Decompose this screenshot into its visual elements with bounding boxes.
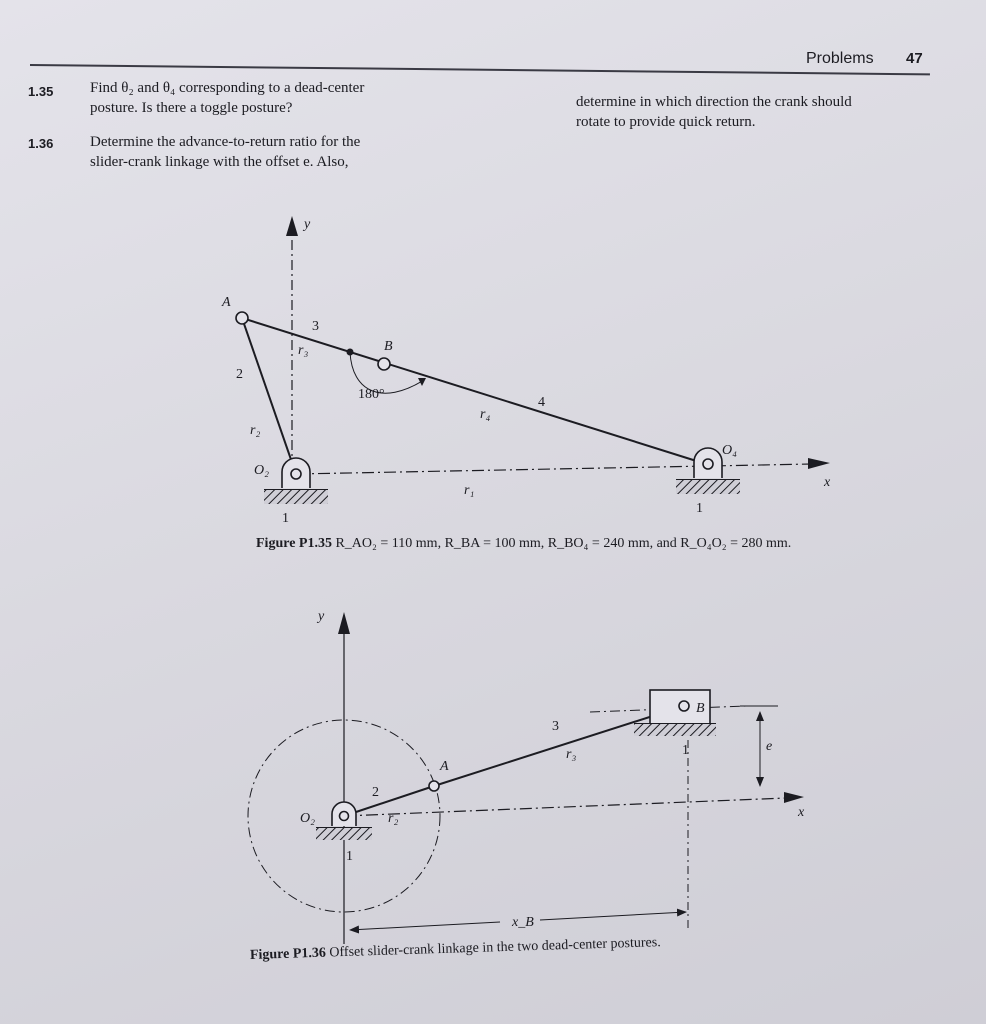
fig2-slider-ground-label: 1 (682, 743, 689, 758)
fig2-y-label: y (318, 609, 325, 624)
fig2-e-label: e (766, 739, 773, 754)
problem-1-36-line-1: Determine the advance-to-return ratio for the (90, 134, 361, 150)
fig1-link-2 (242, 318, 296, 474)
problem-number-1-36: 1.36 (28, 136, 54, 151)
fig1-link-3-4 (242, 318, 706, 464)
page-number: 47 (906, 50, 923, 67)
problem-number-1-35: 1.35 (28, 84, 54, 99)
figure-p1-36-caption-text: Offset slider-crank linkage in the two dead-center postures. (329, 935, 661, 961)
fig1-r4-label: r₄ (480, 407, 491, 422)
fig1-label-A: A (222, 295, 231, 310)
fig2-x-arrow-icon (784, 792, 804, 803)
fig2-r3-label: r₃ (566, 747, 577, 762)
fig1-y-arrow-icon (286, 216, 298, 236)
fig2-xB-label: x_B (512, 915, 534, 930)
continuation-line-1: determine in which direction the crank should (576, 94, 852, 110)
fig2-link-2-label: 2 (372, 785, 379, 800)
fig1-joint-dot (347, 349, 354, 356)
problem-1-36-line-2: slider-crank linkage with the offset e. Also, (90, 154, 349, 170)
fig2-link-3-label: 3 (552, 719, 559, 734)
figure-p1-35-caption (256, 536, 791, 552)
fig1-r1-label: r₁ (464, 483, 475, 498)
fig1-angle-arrow-icon (418, 378, 426, 386)
fig1-link-2-label: 2 (236, 367, 243, 382)
fig1-x-arrow-icon (808, 458, 830, 469)
fig2-x-axis (344, 798, 786, 816)
fig2-label-O2: O₂ (300, 811, 315, 826)
fig2-link-3 (434, 706, 684, 786)
fig2-x-label: x (798, 805, 805, 820)
header-section-title: Problems (806, 50, 874, 67)
fig1-ground-label-left: 1 (282, 511, 289, 526)
fig2-xB-dim-right (540, 912, 686, 920)
continuation-line-2: rotate to provide quick return. (576, 114, 756, 130)
fig1-x-axis (296, 464, 812, 474)
fig2-ground-label: 1 (346, 849, 353, 864)
fig2-joint-A (429, 781, 439, 791)
figure-p1-36 (248, 609, 805, 944)
fig1-ground-O2 (264, 458, 328, 504)
fig1-ground-label-right: 1 (696, 501, 703, 516)
fig1-label-B: B (384, 339, 393, 354)
problem-1-35-line-1: Find θ₂ and θ₄ corresponding to a dead-center (90, 80, 365, 96)
fig2-label-A: A (440, 759, 449, 774)
fig1-x-label: x (824, 475, 831, 490)
figure-p1-35-caption-label: Figure P1.35 (256, 536, 332, 551)
fig1-link-3-label: 3 (312, 319, 319, 334)
fig1-joint-A (236, 312, 248, 324)
fig2-xB-dim-left (350, 922, 500, 930)
fig1-y-label: y (304, 217, 311, 232)
figure-p1-35-caption-text: R_AO₂ = 110 mm, R_BA = 100 mm, R_BO₄ = 240 mm, and R_O₄O₂ = 280 mm. (335, 536, 792, 551)
fig1-angle-label: 180° (358, 387, 385, 402)
fig1-r2-label: r₂ (250, 423, 261, 438)
fig1-r3-label: r₃ (298, 343, 309, 358)
fig2-r2-label: r₂ (388, 811, 399, 826)
problem-1-35-line-2: posture. Is there a toggle posture? (90, 100, 293, 116)
fig1-label-O2: O₂ (254, 463, 269, 478)
fig2-slider-ground (634, 724, 716, 736)
fig2-joint-B (679, 701, 689, 711)
fig2-ground-O2 (316, 802, 372, 840)
fig2-y-arrow-icon (338, 612, 350, 634)
figure-p1-36-caption-label: Figure P1.36 (249, 945, 327, 963)
fig1-label-O4: O₄ (722, 443, 737, 458)
fig1-link-4-label: 4 (538, 395, 545, 410)
fig2-label-B: B (696, 701, 705, 716)
fig1-joint-B (378, 358, 390, 370)
figure-p1-35 (221, 216, 831, 526)
